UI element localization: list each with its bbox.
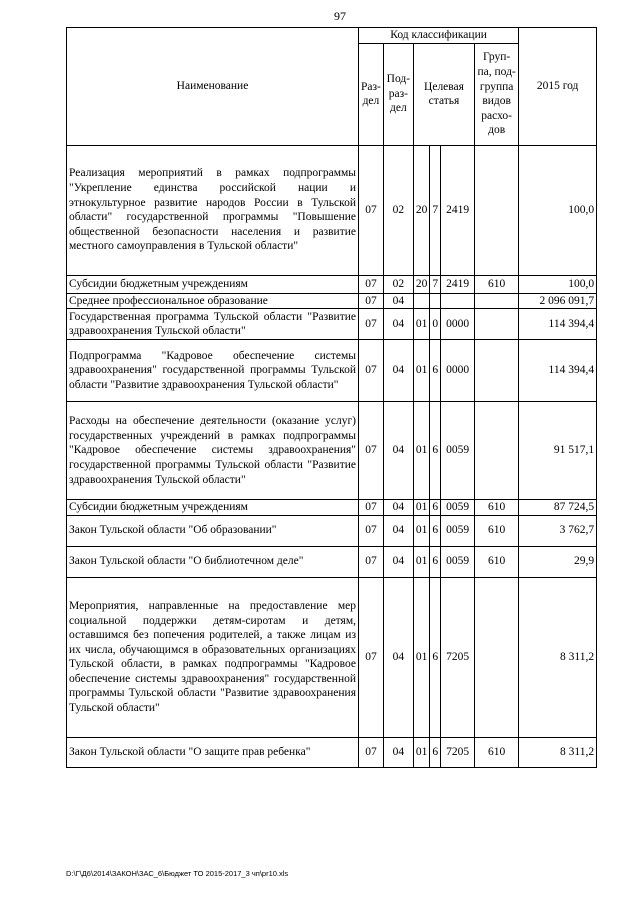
row-name: Закон Тульской области "Об образовании" bbox=[67, 515, 359, 546]
row-podrazdel: 04 bbox=[383, 577, 413, 737]
row-amount: 29,9 bbox=[519, 546, 597, 577]
row-amount: 114 394,4 bbox=[519, 309, 597, 340]
row-razdel: 07 bbox=[359, 577, 384, 737]
header-year: 2015 год bbox=[519, 28, 597, 146]
row-statya-subprogram: 7 bbox=[430, 145, 441, 275]
row-podrazdel: 02 bbox=[383, 275, 413, 293]
row-podrazdel: 04 bbox=[383, 402, 413, 500]
row-statya-program: 01 bbox=[413, 577, 430, 737]
row-amount: 2 096 091,7 bbox=[519, 293, 597, 309]
row-statya-direction: 7205 bbox=[441, 737, 475, 767]
row-amount: 114 394,4 bbox=[519, 340, 597, 402]
table-row bbox=[67, 275, 597, 293]
row-statya-program bbox=[413, 293, 430, 309]
row-statya-subprogram: 6 bbox=[430, 500, 441, 516]
row-vid: 610 bbox=[475, 500, 519, 516]
row-statya-program: 01 bbox=[413, 500, 430, 516]
row-statya-subprogram: 6 bbox=[430, 737, 441, 767]
row-statya-direction bbox=[441, 293, 475, 309]
row-name: Субсидии бюджетным учреждениям bbox=[67, 500, 359, 516]
row-amount: 100,0 bbox=[519, 275, 597, 293]
table-row bbox=[67, 515, 597, 546]
row-podrazdel: 04 bbox=[383, 293, 413, 309]
table-row bbox=[67, 546, 597, 577]
header-statya: Целевая статья bbox=[413, 43, 474, 145]
header-razdel: Раз-дел bbox=[359, 43, 384, 145]
row-podrazdel: 04 bbox=[383, 737, 413, 767]
row-statya-subprogram: 6 bbox=[430, 577, 441, 737]
table-row bbox=[67, 309, 597, 340]
row-name: Среднее профессиональное образование bbox=[67, 293, 359, 309]
row-name: Мероприятия, направленные на предоставление мер социальной поддержки детям-сиротам и детям, оставшимся без попечения родителей, а также лицам из их числа, обучающимся в образовательных организациях Тульской области, в рамках подпрограммы "Кадровое обеспечение системы здравоохранения" государственной программы Тульской области "Развитие здравоохранения Тульской области" bbox=[67, 577, 359, 737]
row-razdel: 07 bbox=[359, 737, 384, 767]
row-razdel: 07 bbox=[359, 293, 384, 309]
row-vid bbox=[475, 145, 519, 275]
header-vid: Груп-па, под-группа видов расхо-дов bbox=[475, 43, 519, 145]
row-razdel: 07 bbox=[359, 402, 384, 500]
header-name: Наименование bbox=[67, 28, 359, 146]
row-statya-subprogram: 0 bbox=[430, 309, 441, 340]
row-vid: 610 bbox=[475, 515, 519, 546]
row-name: Государственная программа Тульской области "Развитие здравоохранения Тульской области" bbox=[67, 309, 359, 340]
row-name: Расходы на обеспечение деятельности (оказание услуг) государственных учреждений в рамках подпрограммы "Кадровое обеспечение системы здравоохранения" государственной программы Тульской области "Развитие здравоохранения Тульской области" bbox=[67, 402, 359, 500]
row-statya-program: 01 bbox=[413, 340, 430, 402]
row-vid: 610 bbox=[475, 546, 519, 577]
row-vid bbox=[475, 402, 519, 500]
row-vid bbox=[475, 577, 519, 737]
row-podrazdel: 04 bbox=[383, 515, 413, 546]
row-podrazdel: 04 bbox=[383, 309, 413, 340]
row-statya-direction: 2419 bbox=[441, 145, 475, 275]
table-row bbox=[67, 340, 597, 402]
file-path: D:\Г\Д6\2014\ЗАКОН\ЗАС_6\Бюджет ТО 2015-2017_3 чп\pr10.xls bbox=[66, 869, 289, 878]
header-code: Код классификации bbox=[359, 28, 519, 44]
row-statya-direction: 2419 bbox=[441, 275, 475, 293]
row-amount: 3 762,7 bbox=[519, 515, 597, 546]
row-razdel: 07 bbox=[359, 275, 384, 293]
row-statya-direction: 7205 bbox=[441, 577, 475, 737]
row-amount: 91 517,1 bbox=[519, 402, 597, 500]
row-vid: 610 bbox=[475, 275, 519, 293]
row-podrazdel: 02 bbox=[383, 145, 413, 275]
row-podrazdel: 04 bbox=[383, 500, 413, 516]
table-row bbox=[67, 500, 597, 516]
row-name: Закон Тульской области "О библиотечном деле" bbox=[67, 546, 359, 577]
row-podrazdel: 04 bbox=[383, 546, 413, 577]
row-statya-subprogram: 6 bbox=[430, 402, 441, 500]
row-amount: 8 311,2 bbox=[519, 577, 597, 737]
row-statya-program: 01 bbox=[413, 402, 430, 500]
row-razdel: 07 bbox=[359, 309, 384, 340]
row-statya-direction: 0059 bbox=[441, 402, 475, 500]
row-statya-direction: 0059 bbox=[441, 546, 475, 577]
row-name: Подпрограмма "Кадровое обеспечение системы здравоохранения" государственной программы Тульской области "Развитие здравоохранения Тульской области" bbox=[67, 340, 359, 402]
row-razdel: 07 bbox=[359, 515, 384, 546]
row-statya-subprogram: 7 bbox=[430, 275, 441, 293]
row-statya-subprogram bbox=[430, 293, 441, 309]
table-row bbox=[67, 145, 597, 275]
row-vid bbox=[475, 309, 519, 340]
row-razdel: 07 bbox=[359, 546, 384, 577]
row-amount: 87 724,5 bbox=[519, 500, 597, 516]
row-name: Реализация мероприятий в рамках подпрограммы "Укрепление единства российской нации и этнокультурное развитие народов России в Тульской области" государственной программы "Повышение общественной безопасности населения и развитие местного самоуправления в Тульской области" bbox=[67, 145, 359, 275]
row-statya-subprogram: 6 bbox=[430, 340, 441, 402]
table-row bbox=[67, 402, 597, 500]
row-amount: 8 311,2 bbox=[519, 737, 597, 767]
table-row bbox=[67, 577, 597, 737]
row-amount: 100,0 bbox=[519, 145, 597, 275]
row-statya-direction: 0059 bbox=[441, 500, 475, 516]
row-vid bbox=[475, 340, 519, 402]
row-statya-program: 01 bbox=[413, 515, 430, 546]
table-row bbox=[67, 293, 597, 309]
row-podrazdel: 04 bbox=[383, 340, 413, 402]
budget-table bbox=[66, 27, 597, 768]
row-vid: 610 bbox=[475, 737, 519, 767]
row-statya-direction: 0000 bbox=[441, 340, 475, 402]
row-statya-program: 01 bbox=[413, 309, 430, 340]
row-statya-direction: 0059 bbox=[441, 515, 475, 546]
row-statya-program: 01 bbox=[413, 737, 430, 767]
page-number: 97 bbox=[334, 9, 346, 23]
row-statya-program: 01 bbox=[413, 546, 430, 577]
table-row bbox=[67, 737, 597, 767]
row-name: Субсидии бюджетным учреждениям bbox=[67, 275, 359, 293]
row-statya-subprogram: 6 bbox=[430, 546, 441, 577]
header-podrazdel: Под-раз-дел bbox=[383, 43, 413, 145]
row-razdel: 07 bbox=[359, 500, 384, 516]
row-statya-program: 20 bbox=[413, 145, 430, 275]
row-name: Закон Тульской области "О защите прав ребенка" bbox=[67, 737, 359, 767]
row-statya-program: 20 bbox=[413, 275, 430, 293]
row-statya-subprogram: 6 bbox=[430, 515, 441, 546]
row-razdel: 07 bbox=[359, 145, 384, 275]
row-razdel: 07 bbox=[359, 340, 384, 402]
row-vid bbox=[475, 293, 519, 309]
row-statya-direction: 0000 bbox=[441, 309, 475, 340]
